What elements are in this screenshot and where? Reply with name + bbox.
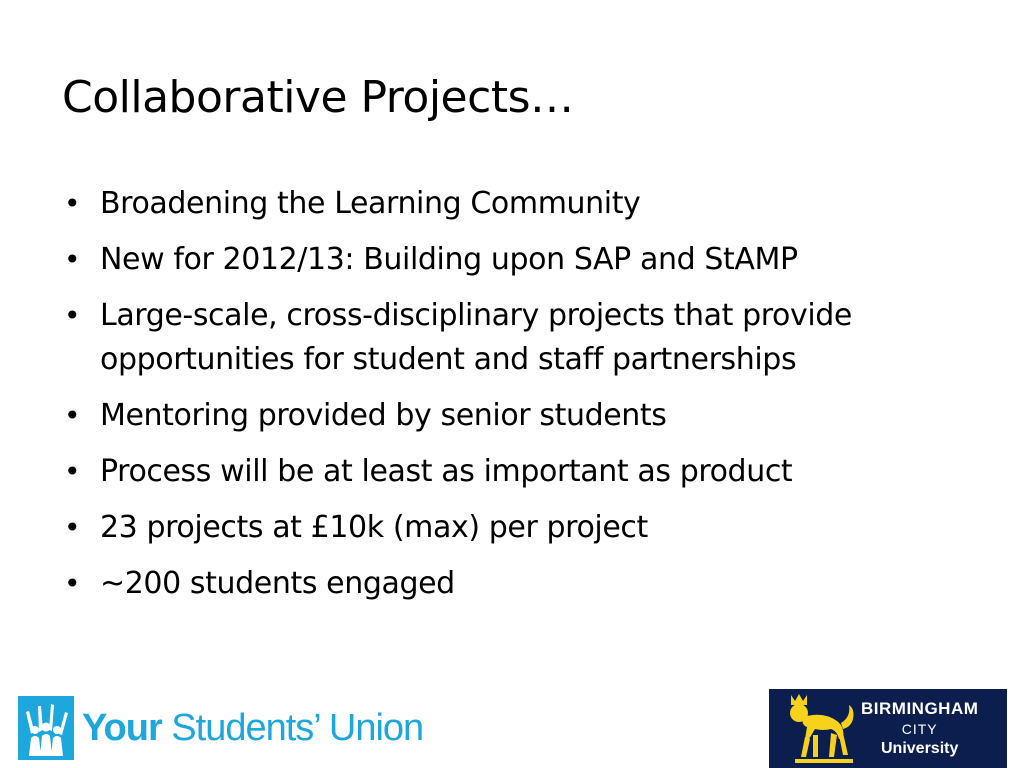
bullet-text: Process will be at least as important as product bbox=[100, 454, 793, 489]
bullet-item bbox=[60, 238, 960, 282]
bcu-line-2: CITY bbox=[901, 720, 938, 737]
bullet-text: New for 2012/13: Building upon SAP and StAMP bbox=[100, 242, 798, 277]
bullet-marker: • bbox=[64, 399, 81, 432]
bullet-item bbox=[60, 182, 960, 226]
students-union-logo bbox=[18, 696, 423, 760]
bcu-line-3: University bbox=[881, 739, 959, 757]
bullet-marker: • bbox=[64, 299, 81, 332]
bullet-item bbox=[60, 294, 960, 382]
bullet-text: 23 projects at £10k (max) per project bbox=[100, 510, 648, 545]
bullet-item bbox=[60, 562, 960, 606]
bullet-text: ~200 students engaged bbox=[100, 566, 455, 601]
bullet-marker: • bbox=[64, 455, 81, 488]
lion-crest-icon bbox=[779, 691, 857, 766]
slide-title: Collaborative Projects… bbox=[62, 72, 574, 123]
hands-raised-icon bbox=[18, 696, 74, 760]
bcu-wordmark bbox=[861, 699, 978, 759]
bullet-list bbox=[60, 182, 960, 618]
students-union-wordmark bbox=[82, 707, 423, 750]
bullet-marker: • bbox=[64, 243, 81, 276]
bcu-line-1: BIRMINGHAM bbox=[861, 698, 979, 718]
bullet-text: Broadening the Learning Community bbox=[100, 186, 641, 221]
students-union-rest: Students’ Union bbox=[161, 706, 424, 749]
bullet-item bbox=[60, 450, 960, 494]
bullet-text: Large-scale, cross-disciplinary projects that provide opportunities for student and staff partnerships bbox=[100, 298, 852, 377]
bullet-item bbox=[60, 394, 960, 438]
bullet-marker: • bbox=[64, 187, 81, 220]
students-union-bold-part: Your bbox=[82, 706, 162, 749]
bullet-item bbox=[60, 506, 960, 550]
bcu-logo bbox=[769, 689, 1007, 768]
bullet-marker: • bbox=[64, 567, 81, 600]
bullet-marker: • bbox=[64, 511, 81, 544]
bullet-text: Mentoring provided by senior students bbox=[100, 398, 667, 433]
